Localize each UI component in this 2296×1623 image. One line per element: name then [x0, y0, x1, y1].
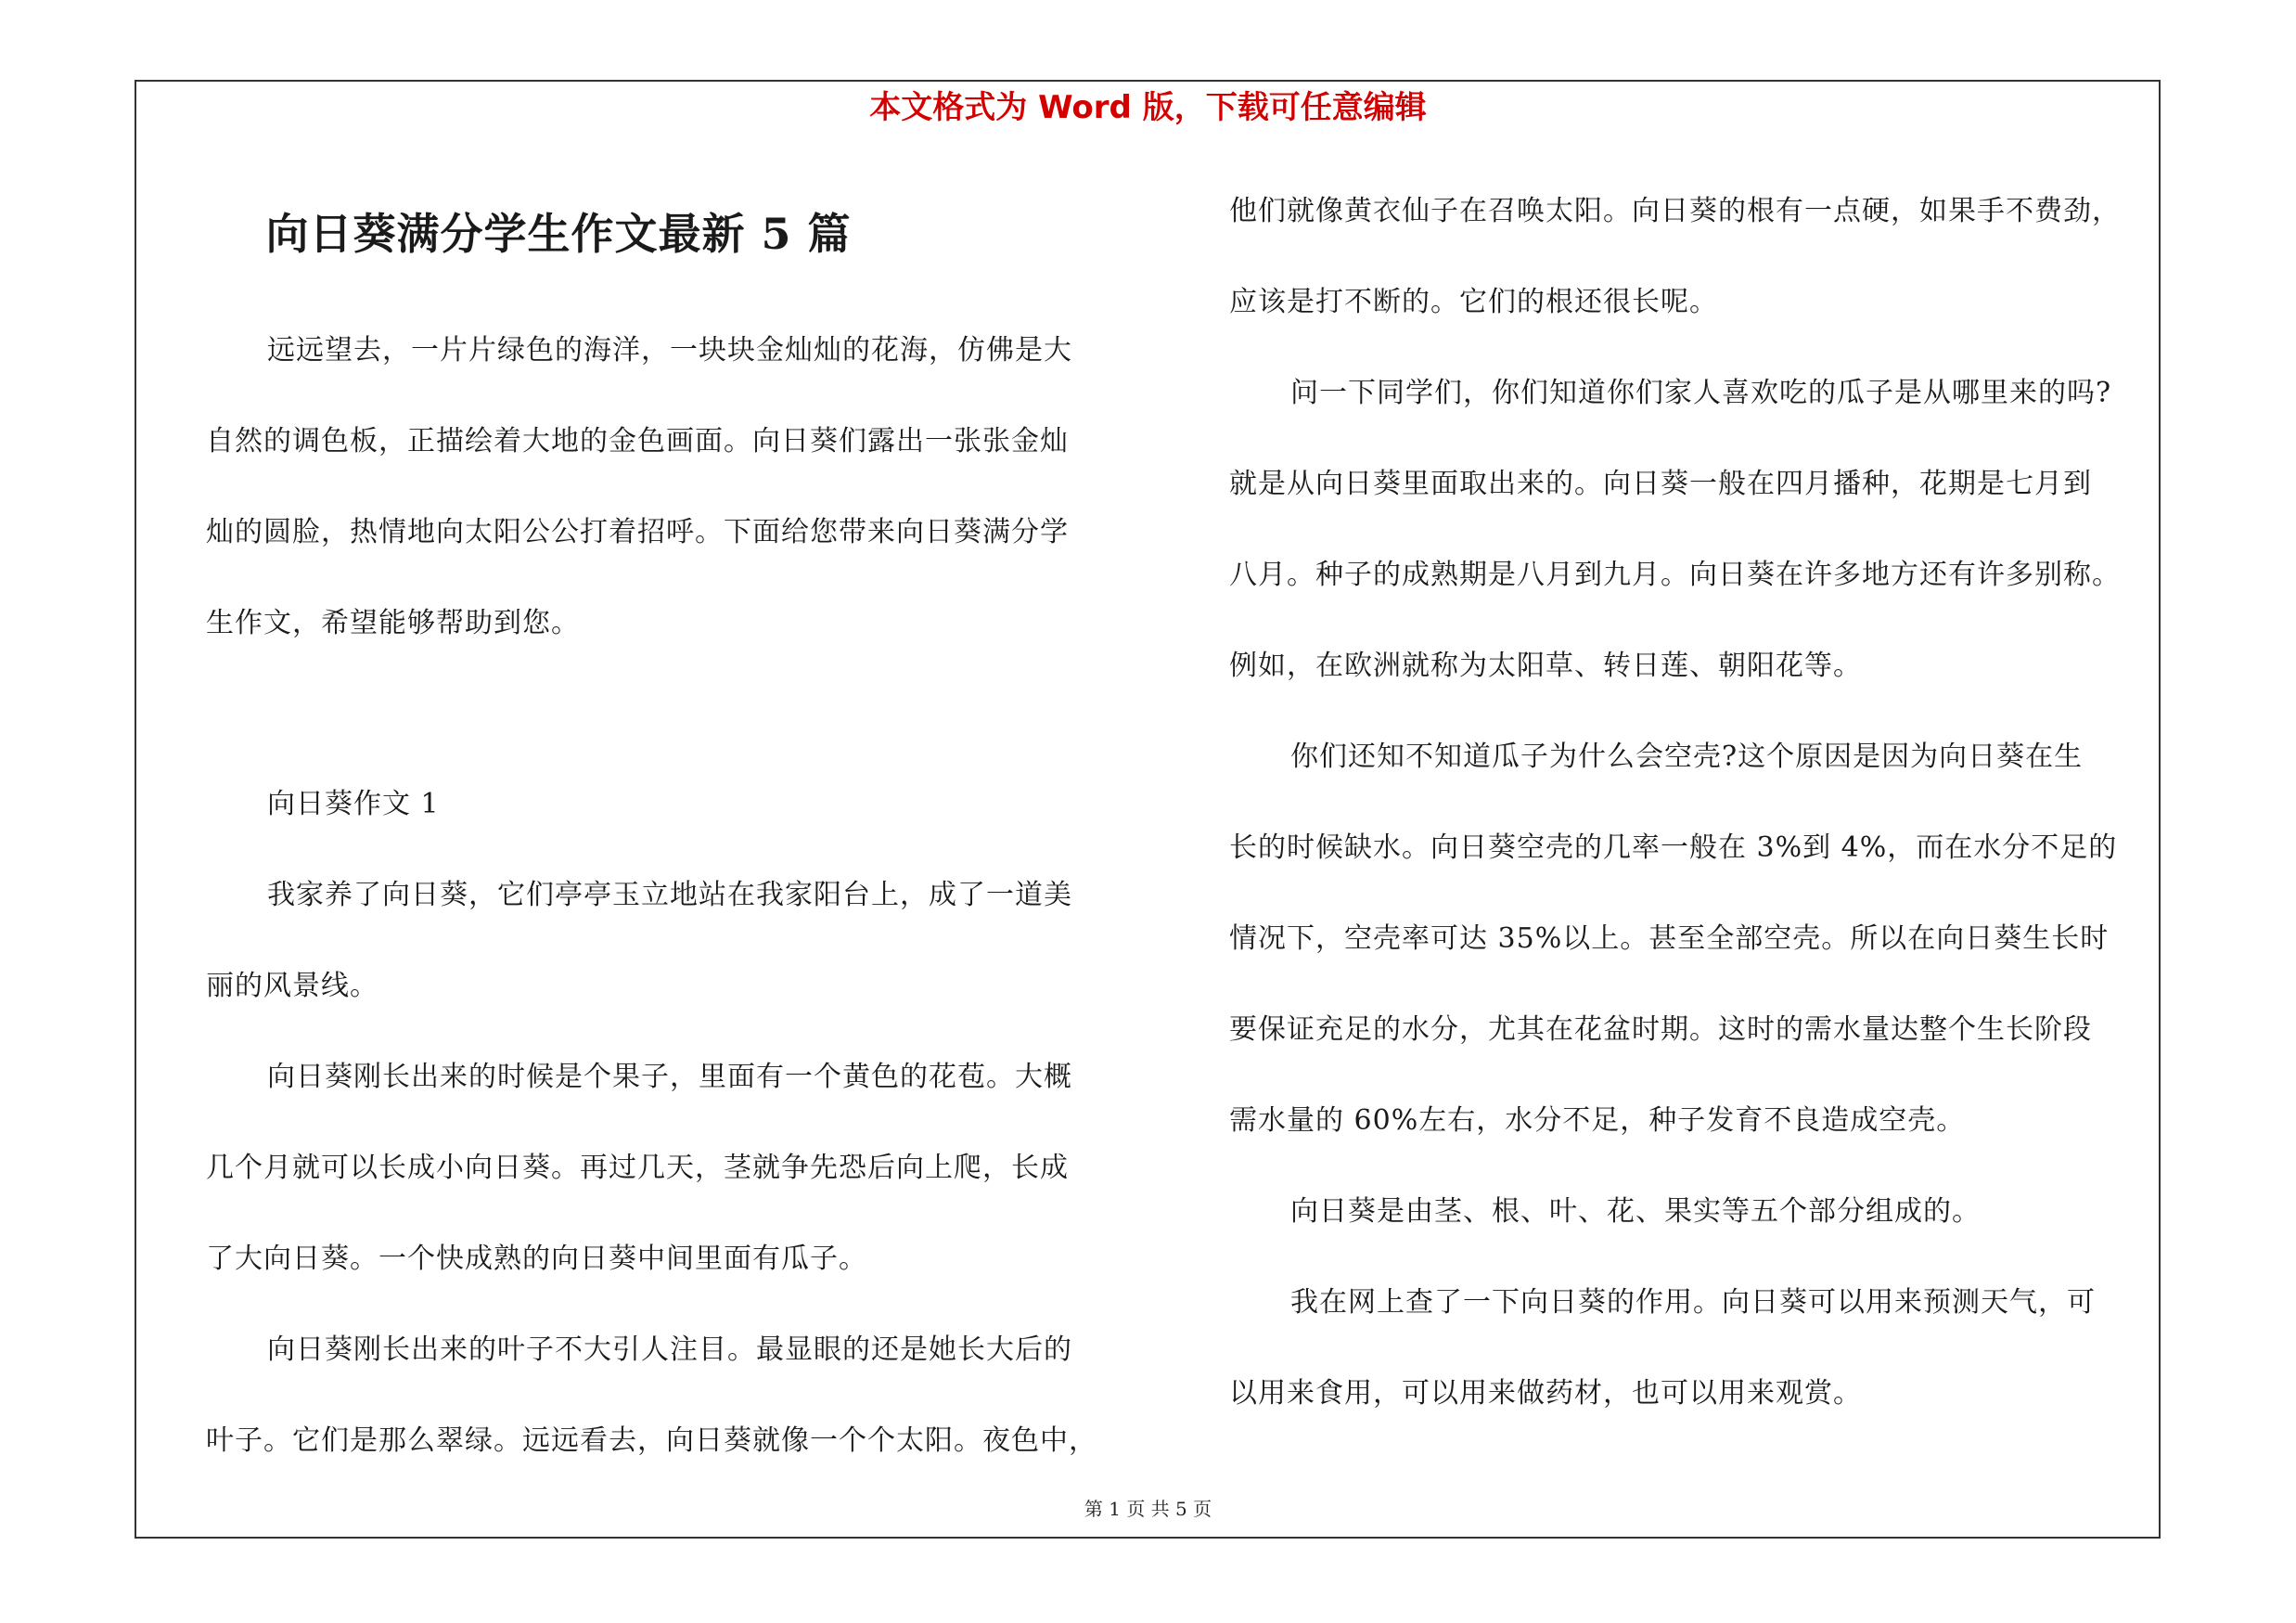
paragraph-line: 丽的风景线。: [206, 970, 378, 1002]
paragraph-line: 向日葵刚长出来的时候是个果子，里面有一个黄色的花苞。大概: [267, 1061, 1072, 1093]
paragraph-line: 八月。种子的成熟期是八月到九月。向日葵在许多地方还有许多别称。: [1229, 559, 2121, 591]
section-heading: 向日葵作文 1: [267, 788, 440, 820]
paragraph-line: 叶子。它们是那么翠绿。远远看去，向日葵就像一个个太阳。夜色中，: [206, 1424, 1097, 1457]
paragraph-line: 以用来食用，可以用来做药材，也可以用来观赏。: [1229, 1377, 1862, 1410]
document-title: 向日葵满分学生作文最新 5 篇: [265, 209, 852, 259]
paragraph-line: 长的时候缺水。向日葵空壳的几率一般在 3%到 4%，而在水分不足的: [1229, 831, 2118, 864]
paragraph-line: 自然的调色板，正描绘着大地的金色画面。向日葵们露出一张张金灿: [206, 425, 1069, 457]
page-number-footer: 第 1 页 共 5 页: [1084, 1498, 1212, 1520]
paragraph-line: 要保证充足的水分，尤其在花盆时期。这时的需水量达整个生长阶段: [1229, 1013, 2092, 1046]
paragraph-line: 了大向日葵。一个快成熟的向日葵中间里面有瓜子。: [206, 1243, 867, 1275]
paragraph-line: 向日葵刚长出来的叶子不大引人注目。最显眼的还是她长大后的: [267, 1333, 1072, 1366]
paragraph-line: 几个月就可以长成小向日葵。再过几天，茎就争先恐后向上爬，长成: [206, 1152, 1069, 1184]
paragraph-line: 远远望去，一片片绿色的海洋，一块块金灿灿的花海，仿佛是大: [267, 334, 1072, 367]
paragraph-line: 灿的圆脸，热情地向太阳公公打着招呼。下面给您带来向日葵满分学: [206, 516, 1069, 548]
paragraph-line: 情况下，空壳率可达 35%以上。甚至全部空壳。所以在向日葵生长时: [1229, 922, 2110, 955]
format-banner: 本文格式为 Word 版，下载可任意编辑: [869, 89, 1427, 126]
paragraph-line: 生作文，希望能够帮助到您。: [206, 607, 580, 639]
paragraph-line: 例如，在欧洲就称为太阳草、转日莲、朝阳花等。: [1229, 650, 1862, 682]
paragraph-line: 应该是打不断的。它们的根还很长呢。: [1229, 286, 1718, 318]
paragraph-line: 我在网上查了一下向日葵的作用。向日葵可以用来预测天气，可: [1290, 1286, 2096, 1319]
paragraph-line: 我家养了向日葵，它们亭亭玉立地站在我家阳台上，成了一道美: [267, 879, 1072, 911]
paragraph-line: 问一下同学们，你们知道你们家人喜欢吃的瓜子是从哪里来的吗?: [1290, 377, 2112, 409]
paragraph-line: 向日葵是由茎、根、叶、花、果实等五个部分组成的。: [1290, 1195, 1981, 1228]
paragraph-line: 你们还知不知道瓜子为什么会空壳?这个原因是因为向日葵在生: [1290, 741, 2084, 773]
paragraph-line: 需水量的 60%左右，水分不足，种子发育不良造成空壳。: [1229, 1104, 1966, 1137]
paragraph-line: 就是从向日葵里面取出来的。向日葵一般在四月播种，花期是七月到: [1229, 468, 2092, 500]
paragraph-line: 他们就像黄衣仙子在召唤太阳。向日葵的根有一点硬，如果手不费劲，: [1229, 195, 2121, 227]
